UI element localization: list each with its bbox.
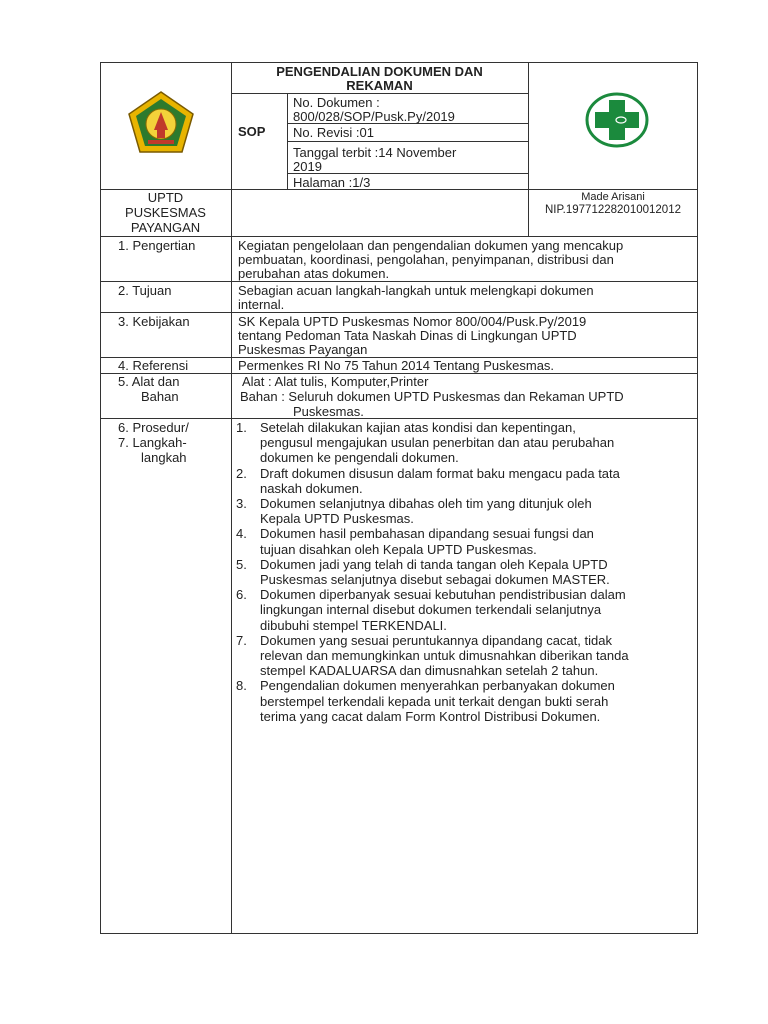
procedure-step — [236, 496, 694, 526]
kebijakan-line3: Puskesmas Payangan — [238, 342, 368, 357]
alat-bahan-label-line1: 5. Alat dan — [118, 374, 180, 389]
step-text-line: tujuan disahkan oleh Kepala UPTD Puskesmas. — [260, 541, 537, 557]
no-dokumen-value: 800/028/SOP/Pusk.Py/2019 — [293, 109, 455, 124]
org-name-line2: PUSKESMAS — [125, 205, 206, 220]
step-text-line: dibubuhi stempel TERKENDALI. — [260, 617, 447, 633]
step-number: 2. — [236, 465, 247, 481]
procedure-step — [236, 633, 694, 679]
step-text-line: terima yang cacat dalam Form Kontrol Distribusi Dokumen. — [260, 708, 601, 724]
step-text-line: dokumen ke pengendali dokumen. — [260, 450, 459, 466]
referensi-label: 4. Referensi — [118, 358, 189, 373]
kebijakan-label: 3. Kebijakan — [118, 314, 190, 329]
document-title-line2: REKAMAN — [346, 78, 413, 93]
procedure-step — [236, 526, 694, 556]
regency-seal-logo — [126, 90, 196, 156]
alat-text: Alat : Alat tulis, Komputer,Printer — [242, 374, 429, 389]
kebijakan-line1: SK Kepala UPTD Puskesmas Nomor 800/004/Pusk.Py/2019 — [238, 314, 587, 329]
procedure-step — [236, 678, 694, 724]
procedure-step — [236, 587, 694, 633]
step-text-line: lingkungan internal disebut dokumen terkendali selanjutnya — [260, 602, 602, 618]
step-text-line: pengusul mengajukan usulan penerbitan dan atau perubahan — [260, 435, 615, 451]
step-text-line: Dokumen hasil pembahasan dipandang sesuai fungsi dan — [260, 526, 594, 542]
referensi-text: Permenkes RI No 75 Tahun 2014 Tentang Puskesmas. — [238, 358, 555, 373]
step-number: 7. — [236, 632, 247, 648]
step-text-line: Dokumen jadi yang telah di tanda tangan oleh Kepala UPTD — [260, 556, 608, 572]
alat-bahan-label-line2: Bahan — [141, 389, 179, 404]
puskesmas-cross-logo — [585, 92, 649, 148]
org-name-line3: PAYANGAN — [130, 220, 201, 235]
procedure-step — [236, 466, 694, 496]
bahan-line1: Bahan : Seluruh dokumen UPTD Puskesmas dan Rekaman UPTD — [240, 389, 624, 404]
step-number: 1. — [236, 420, 247, 435]
step-text-line: berstempel terkendali kepada unit terkait dengan bukti serah — [260, 693, 609, 709]
step-text-line: Pengendalian dokumen menyerahkan perbanyakan dokumen — [260, 678, 615, 694]
pengertian-line1: Kegiatan pengelolaan dan pengendalian dokumen yang mencakup — [238, 238, 624, 253]
step-text-line: Setelah dilakukan kajian atas kondisi dan kepentingan, — [260, 420, 576, 435]
tujuan-line2: internal. — [238, 297, 285, 312]
procedure-step — [236, 557, 694, 587]
step-text-line: Kepala UPTD Puskesmas. — [260, 511, 414, 527]
step-text-line: stempel KADALUARSA dan dimusnahkan setelah 2 tahun. — [260, 663, 599, 679]
signer-name: Made Arisani — [581, 191, 645, 203]
pengertian-line3: perubahan atas dokumen. — [238, 266, 390, 281]
no-dokumen-label: No. Dokumen : — [293, 95, 380, 110]
step-text-line: naskah dokumen. — [260, 480, 363, 496]
document-title-line1: PENGENDALIAN DOKUMEN DAN — [276, 64, 483, 79]
langkah-label-line1: 7. Langkah- — [118, 435, 187, 450]
org-name-line1: UPTD — [147, 190, 184, 205]
prosedur-label: 6. Prosedur/ — [118, 420, 189, 435]
pengertian-line2: pembuatan, koordinasi, pengolahan, penyimpanan, distribusi dan — [238, 252, 614, 267]
procedure-step — [236, 420, 694, 466]
step-number: 8. — [236, 678, 247, 694]
step-text-line: Puskesmas selanjutnya disebut sebagai dokumen MASTER. — [260, 572, 610, 588]
step-text-line: Draft dokumen disusun dalam format baku mengacu pada tata — [260, 465, 620, 481]
langkah-label-line2: langkah — [141, 450, 187, 465]
step-number: 6. — [236, 587, 247, 603]
step-text-line: Dokumen selanjutnya dibahas oleh tim yang ditunjuk oleh — [260, 496, 592, 512]
step-text-line: Dokumen yang sesuai peruntukannya dipandang cacat, tidak — [260, 632, 612, 648]
step-text-line: Dokumen diperbanyak sesuai kebutuhan pendistribusian dalam — [260, 587, 626, 603]
tanggal-terbit-line1: Tanggal terbit :14 November — [293, 145, 457, 160]
halaman: Halaman :1/3 — [293, 175, 371, 190]
no-revisi: No. Revisi :01 — [293, 125, 374, 140]
tanggal-terbit-line2: 2019 — [293, 159, 322, 174]
tujuan-line1: Sebagian acuan langkah-langkah untuk melengkapi dokumen — [238, 283, 594, 298]
signer-nip: NIP.197712282010012012 — [544, 204, 681, 216]
pengertian-label: 1. Pengertian — [118, 238, 196, 253]
sop-label: SOP — [238, 124, 266, 139]
step-number: 5. — [236, 556, 247, 572]
procedure-steps-list — [236, 420, 694, 724]
step-number: 4. — [236, 526, 247, 542]
step-text-line: relevan dan memungkinkan untuk dimusnahkan diberikan tanda — [260, 648, 629, 664]
tujuan-label: 2. Tujuan — [118, 283, 172, 298]
bahan-line2: Puskesmas. — [293, 404, 364, 419]
step-number: 3. — [236, 496, 247, 512]
kebijakan-line2: tentang Pedoman Tata Naskah Dinas di Lingkungan UPTD — [238, 328, 577, 343]
